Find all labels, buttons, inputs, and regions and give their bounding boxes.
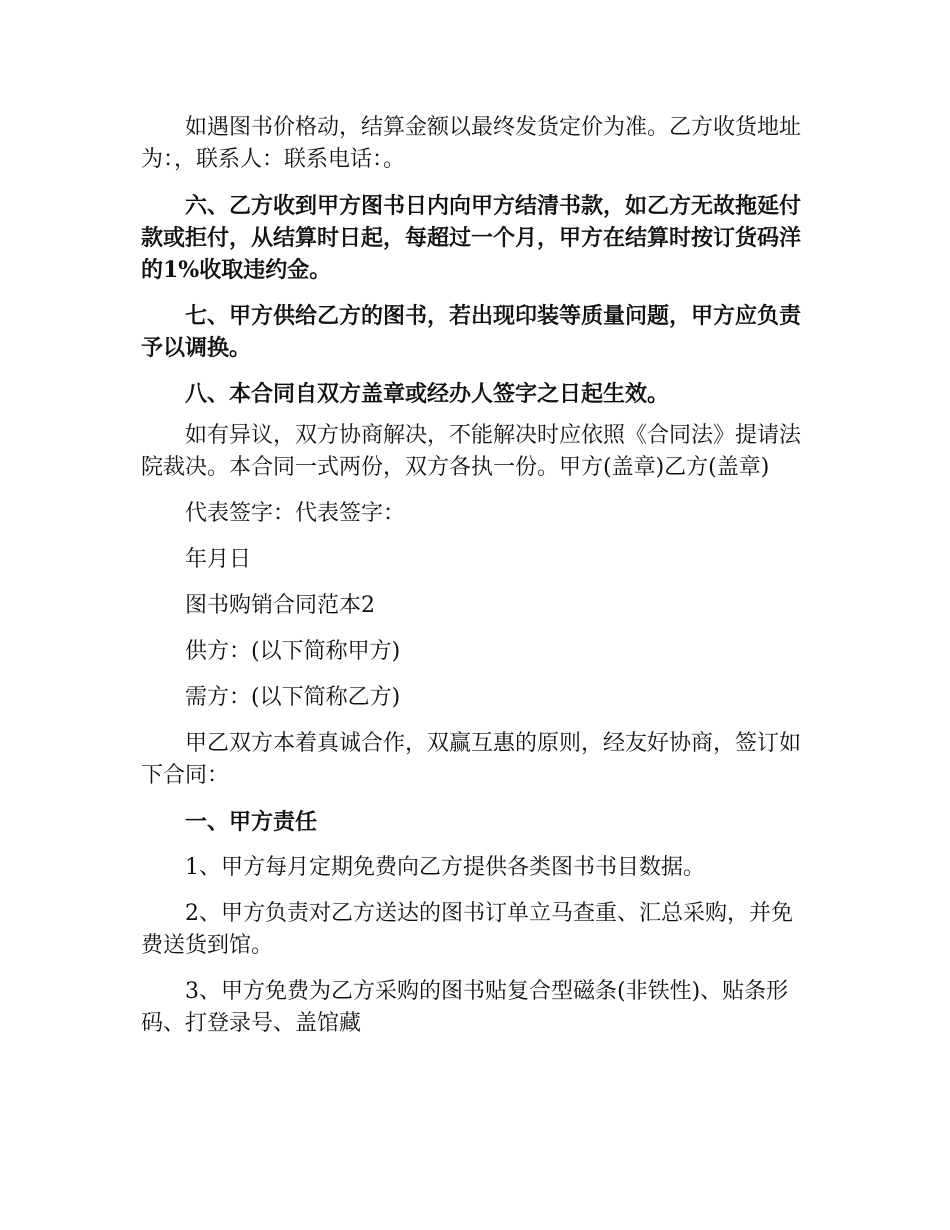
clause-six-payment: 六、乙方收到甲方图书日内向甲方结清书款，如乙方无故拖延付款或拒付，从结算时日起，每超过一个月，甲方在结算时按订货码洋的1%收取违约金。 [141,193,802,283]
section-heading-party-a: 一、甲方责任 [185,809,318,835]
item-3: 3、甲方免费为乙方采购的图书贴复合型磁条(非铁性)、贴条形码、打登录号、盖馆藏 [141,979,789,1036]
clause-eight-effective: 八、本合同自双方盖章或经办人签字之日起生效。 [185,381,670,407]
item-1: 1、甲方每月定期免费向乙方提供各类图书书目数据。 [185,855,705,880]
paragraph-price-change: 如遇图书价格动，结算金额以最终发货定价为准。乙方收货地址为：，联系人：联系电话：。 [141,115,802,172]
contract-title-2: 图书购销合同范本2 [185,593,375,618]
date-line: 年月日 [185,547,252,572]
buyer-line: 需方：(以下简称乙方) [185,685,401,710]
paragraph-intro: 甲乙双方本着真诚合作，双赢互惠的原则，经友好协商，签订如下合同： [141,731,802,788]
paragraph-dispute: 如有异议，双方协商解决，不能解决时应依照《合同法》提请法院裁决。本合同一式两份，双方各执一份。甲方(盖章)乙方(盖章) [141,423,802,480]
supplier-line: 供方：(以下简称甲方) [185,639,401,664]
signature-line: 代表签字：代表签字： [185,501,406,526]
clause-seven-quality: 七、甲方供给乙方的图书，若出现印装等质量问题，甲方应负责予以调换。 [141,303,802,361]
item-2: 2、甲方负责对乙方送达的图书订单立马查重、汇总采购，并免费送货到馆。 [141,901,793,958]
document-body [141,112,813,1054]
